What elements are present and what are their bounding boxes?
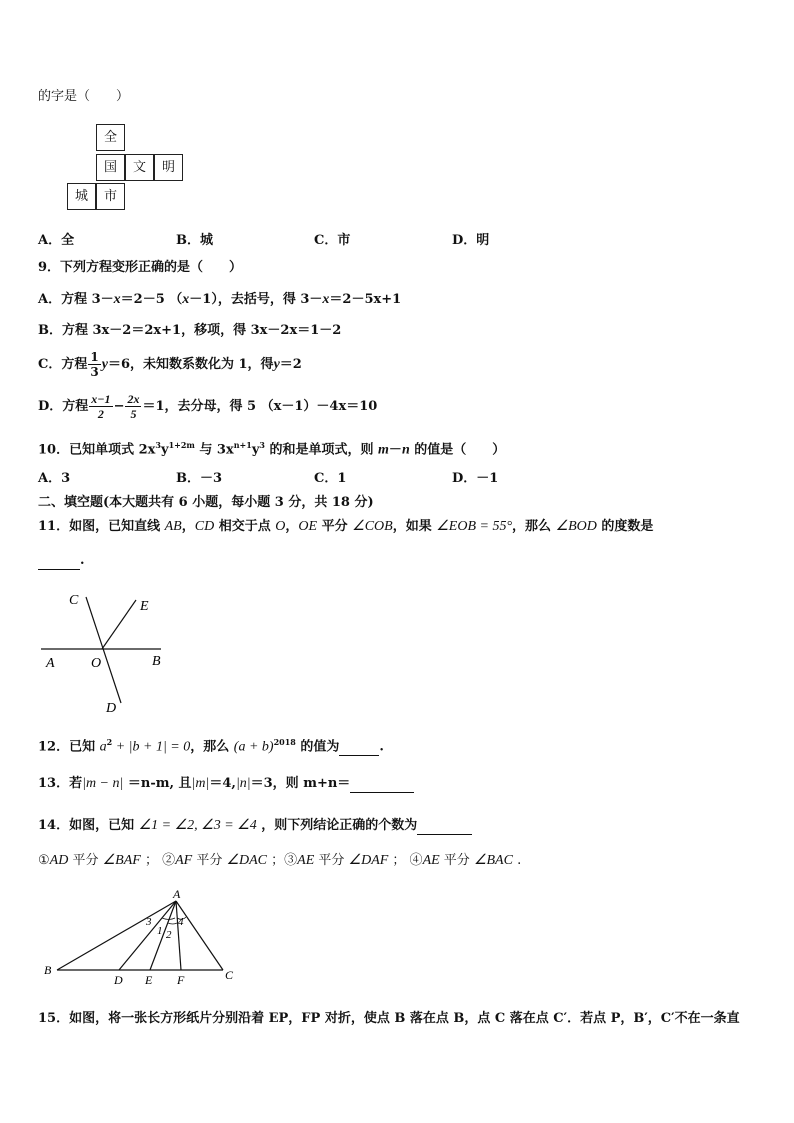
denominator: 5 (130, 407, 137, 421)
net-cell: 全 (96, 124, 125, 151)
label-c: C (69, 593, 79, 608)
text: y (251, 442, 260, 458)
text: 13．若 (38, 776, 83, 791)
numerator: 2x (127, 392, 140, 406)
math: |n| (235, 776, 251, 791)
numerator: x−1 (91, 392, 111, 406)
q10-stem (38, 436, 505, 459)
answer-blank[interactable] (339, 741, 379, 756)
label-f: F (177, 973, 185, 987)
math: AE (297, 853, 315, 868)
text: 与 3x (194, 442, 234, 458)
text: 的度数是 (596, 519, 654, 534)
q9-option-d (38, 390, 377, 424)
text: ； ② (140, 853, 176, 868)
text: ＝3，则 m+n＝ (250, 776, 351, 791)
text: ， (181, 519, 195, 534)
text: ＝4, (209, 776, 236, 791)
text: ＝2 (279, 357, 302, 372)
text: 11．如图，已知直线 (38, 519, 165, 534)
var: y (101, 357, 108, 372)
math: ∠EOB = 55° (436, 519, 513, 534)
text: 的值是（ ） (409, 442, 506, 458)
q8-stem-end: 的字是（ ） (38, 89, 130, 104)
net-cell: 明 (154, 154, 183, 181)
q9-option-b: B．方程 3x－2＝2x+1，移项，得 3x－2x＝1－2 (38, 323, 342, 338)
text: ＝n-m, 且 (123, 776, 192, 791)
segment-ac (176, 901, 223, 970)
exponent: n+1 (233, 440, 252, 450)
fraction (125, 392, 141, 421)
net-cell: 城 (67, 183, 96, 210)
answer-blank[interactable] (417, 820, 472, 835)
text: 的值为 (295, 739, 340, 755)
text: . (80, 553, 85, 568)
math: ∠BAF (102, 853, 141, 868)
var: n (401, 442, 410, 458)
var: m (378, 442, 389, 458)
math: AE (422, 853, 440, 868)
numerator: 1 (90, 350, 99, 364)
ray-oe (102, 600, 136, 649)
text: A．方程 3－ (38, 292, 114, 307)
text: 平分 (314, 853, 349, 868)
text: 14．如图，已知 (38, 818, 139, 833)
q15-stem: 15．如图，将一张长方形纸片分别沿着 EP，FP 对折，使点 B 落在点 B，点 C 落在点 C′．若点 P，B′，C′不在一条直 (38, 1011, 740, 1026)
math: + |b + 1| = 0 (112, 739, 191, 755)
q13-stem (38, 775, 414, 793)
minus: − (113, 399, 125, 414)
label-angle-2: 2 (166, 929, 172, 941)
text: －1），去括号，得 3－ (189, 292, 323, 307)
fraction (89, 392, 112, 421)
math: AD (49, 853, 69, 868)
exponent: 3 (155, 440, 161, 450)
math: AF (175, 853, 193, 868)
angle-arc (162, 918, 175, 920)
math: ∠1 = ∠2, ∠3 = ∠4 (138, 818, 257, 833)
text: ＝2－5 （ (120, 292, 183, 307)
text: ，那么 (512, 519, 556, 534)
math: OE (298, 519, 318, 534)
math: CD (194, 519, 215, 534)
label-d: D (114, 973, 123, 987)
var: x (182, 292, 190, 307)
math: ∠COB (352, 519, 393, 534)
q8-option-c: C．市 (314, 233, 351, 248)
exponent: 2 (106, 737, 113, 747)
label-o: O (91, 656, 102, 671)
text: ； ④ (388, 853, 423, 868)
var: x (113, 292, 121, 307)
text: 相交于点 (214, 519, 276, 534)
q8-option-d: D．明 (452, 233, 490, 248)
text: ＝6，未知数系数化为 1，得 (107, 357, 274, 372)
q10-option-a: A．3 (38, 471, 71, 486)
text: ；③ (267, 853, 298, 868)
answer-blank[interactable] (38, 555, 80, 570)
label-angle-1: 1 (157, 925, 163, 937)
q9-option-c (38, 350, 302, 380)
denominator: 3 (90, 365, 99, 379)
segment-ae (150, 901, 176, 970)
exponent: 2018 (273, 737, 296, 747)
text: 的和是单项式，则 (264, 442, 379, 458)
text: ＝1，去分母，得 5 （x－1）－4x＝10 (142, 399, 378, 414)
math: ∠BOD (555, 519, 597, 534)
q14-stem (38, 817, 472, 835)
text: D．方程 (38, 399, 89, 414)
net-cell: 文 (125, 154, 154, 181)
text: － (388, 442, 402, 458)
math: |m| (191, 776, 210, 791)
label-angle-3: 3 (146, 916, 152, 928)
section-title: 二、填空题(本大题共有 6 小题，每小题 3 分，共 18 分) (38, 495, 374, 510)
math: ∠BAC (473, 853, 513, 868)
text: ， (285, 519, 299, 534)
text: 平分 (68, 853, 103, 868)
math: O (275, 519, 286, 534)
fraction (88, 350, 100, 379)
line-cd (86, 597, 121, 703)
label-e: E (140, 599, 149, 614)
q9-option-a (38, 291, 401, 309)
text: 平分 (192, 853, 227, 868)
answer-blank[interactable] (350, 778, 414, 793)
denominator: 2 (97, 407, 104, 421)
math: ∠DAF (348, 853, 389, 868)
net-cell: 市 (96, 183, 125, 210)
label-b: B (152, 654, 161, 669)
q11-answer-line (38, 552, 85, 570)
var: y (273, 357, 280, 372)
label-angle-4: 4 (178, 916, 184, 928)
text: ＝2－5x+1 (329, 292, 402, 307)
math: (a + b) (233, 739, 274, 755)
text: . (512, 853, 522, 868)
math: a (99, 739, 107, 755)
q11-stem (38, 518, 653, 536)
label-e: E (145, 973, 153, 987)
text: ，如果 (392, 519, 437, 534)
text: ，那么 (190, 739, 234, 755)
exponent: 1+2m (168, 440, 195, 450)
text: ，则下列结论正确的个数为 (256, 818, 418, 833)
math: |m − n| (82, 776, 124, 791)
math: AB (164, 519, 182, 534)
text: 12．已知 (38, 739, 100, 755)
q8-option-a: A．全 (38, 233, 75, 248)
label-c: C (225, 968, 234, 982)
var: x (322, 292, 330, 307)
label-d: D (106, 701, 117, 715)
text: 10．已知单项式 2x (38, 442, 156, 458)
text: 平分 (439, 853, 474, 868)
math: ∠DAC (226, 853, 268, 868)
q14-conclusions (38, 852, 521, 870)
text: y (161, 442, 169, 458)
label-b: B (44, 963, 52, 977)
q11-figure (38, 585, 178, 715)
q10-option-b: B．－3 (176, 471, 223, 486)
segment-af (176, 901, 181, 970)
net-cell: 国 (96, 154, 125, 181)
q12-stem (38, 733, 384, 756)
text: . (379, 739, 384, 755)
q8-option-b: B．城 (176, 233, 213, 248)
label-a: A (46, 656, 55, 671)
q14-figure (38, 885, 248, 990)
exponent: 3 (259, 440, 265, 450)
q10-option-c: C．1 (314, 471, 347, 486)
text: 平分 (317, 519, 353, 534)
text: C．方程 (38, 357, 88, 372)
text: ① (38, 853, 50, 868)
q10-option-d: D．－1 (452, 471, 499, 486)
angle-arc (168, 923, 177, 924)
label-a: A (173, 887, 181, 901)
q9-stem: 9．下列方程变形正确的是（ ） (38, 260, 243, 275)
